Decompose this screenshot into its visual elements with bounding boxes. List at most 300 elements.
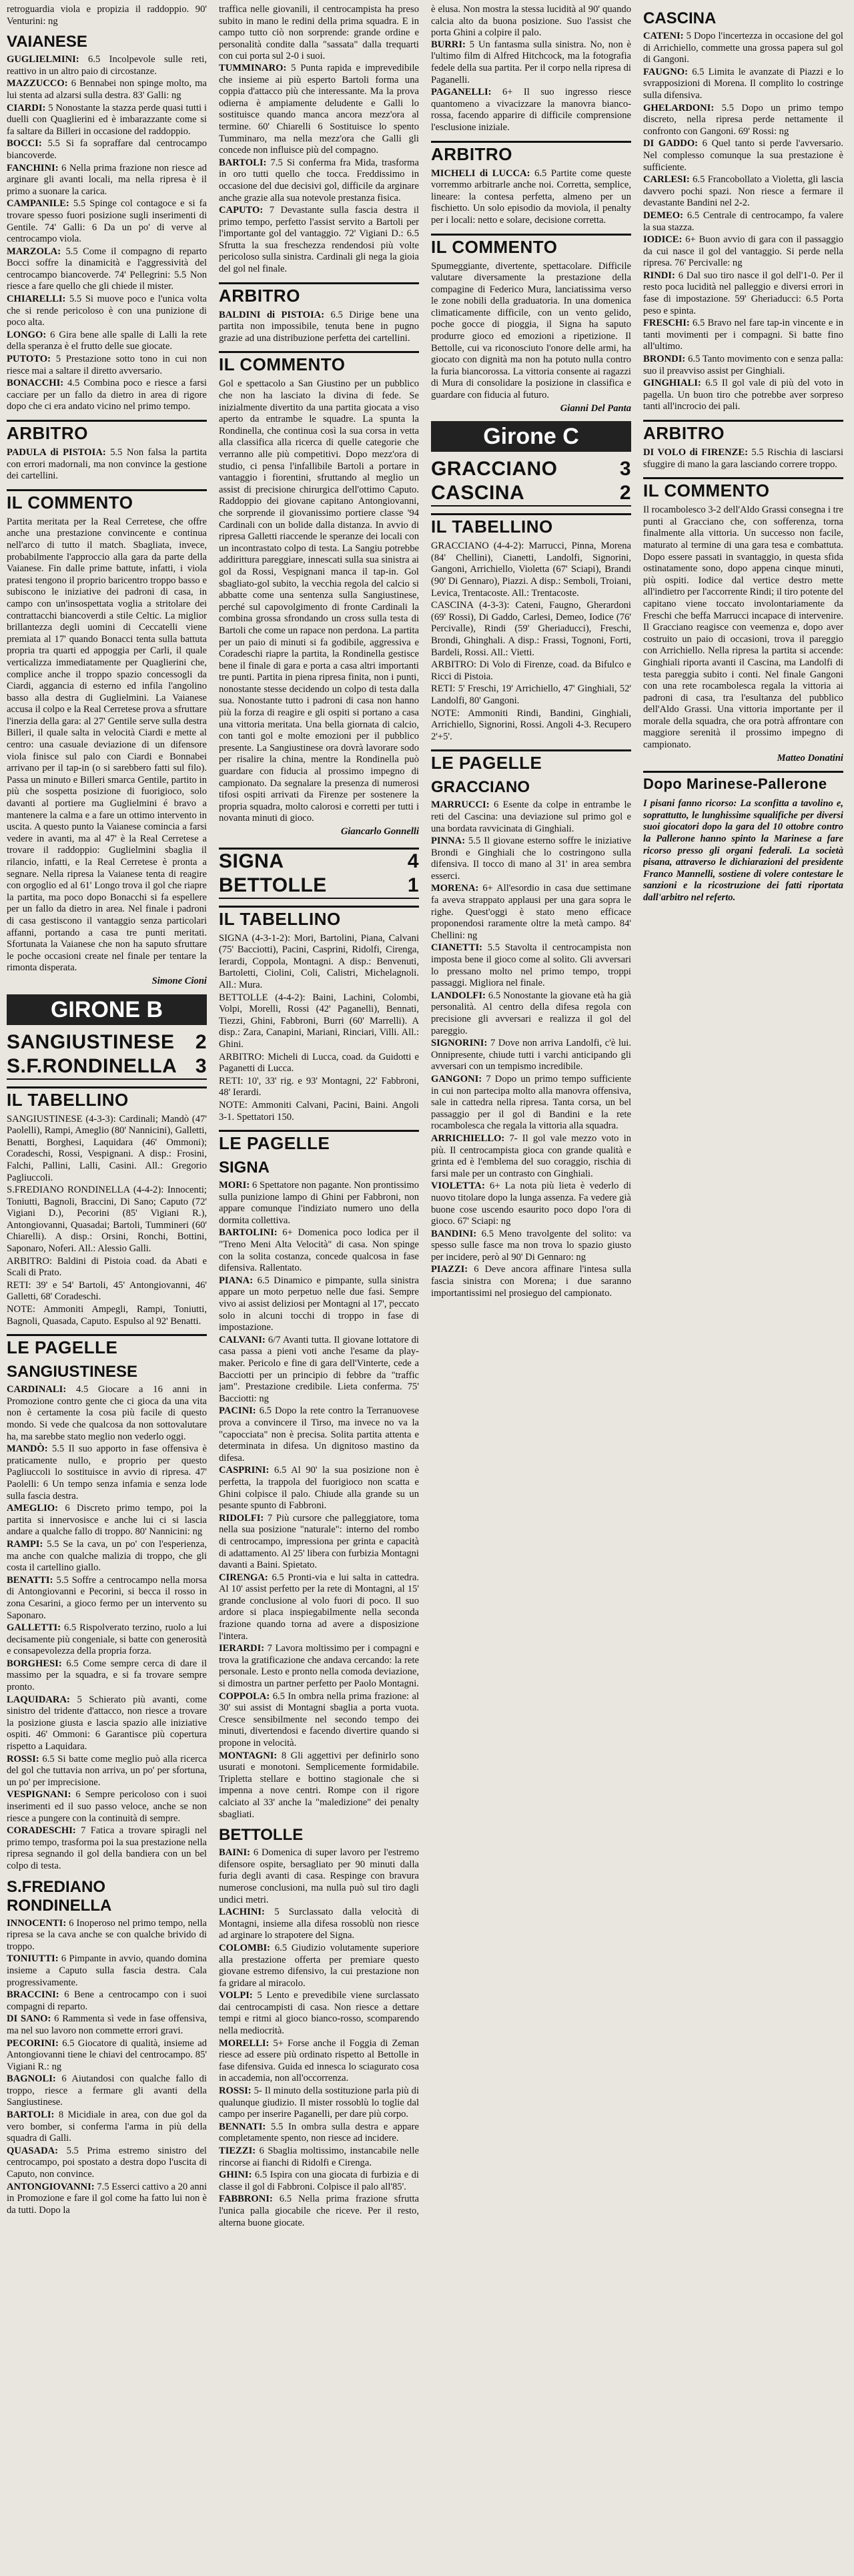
player-comment: 6.5 Incolpevole sulle reti, reattivo in un altro paio di circostanze. [7, 54, 207, 77]
girone-c-banner: Girone C [431, 421, 631, 452]
player-comment: 6 Sempre pericoloso con i suoi inserimenti ed il suo passo veloce, anche se non riesce a pungere con la continuità di sempre. [7, 1789, 207, 1824]
player-comment: 6 Deve ancora affinare l'intesa sulla fascia sinistra con Morena; i due saranno importantissimi nel prosieguo del campionato. [431, 1264, 631, 1299]
player-list-signa [219, 1180, 419, 1821]
player-name: BALDINI di PISTOIA: [219, 309, 325, 320]
player-name: BAINI: [219, 1847, 251, 1859]
player-rating [7, 1918, 207, 1953]
player-rating [643, 378, 843, 413]
player-rating [219, 205, 419, 276]
player-comment: 5.5 In ombra sulla destra e appare completamente spento, non riesce ad incidere. [219, 2121, 419, 2144]
intro-text: retroguardia viola e propizia il raddoppio. 90' Venturini: ng [7, 4, 207, 27]
player-name: CARLESI: [643, 174, 690, 186]
arbitro-list [643, 447, 843, 470]
tabellino-reti: RETI: 39' e 54' Bartoli, 45' Antongiovanni, 46' Galletti, 68' Coradeschi. [7, 1279, 207, 1303]
team-title-bettolle: BETTOLLE [219, 1826, 304, 1845]
player-rating [7, 2013, 207, 2037]
player-comment: 5 Lento e prevedibile viene surclassato dai centrocampisti di casa. Non riesce a dettare tempi e ritmi al gioco bianco-rosso, scomparendo nella mediocrità. [219, 1990, 419, 2037]
player-rating [431, 990, 631, 1037]
player-rating [219, 1227, 419, 1274]
player-list-rondinella-cont [219, 63, 419, 276]
player-rating [431, 1133, 631, 1180]
player-comment: 5.5 Il giovane esterno soffre le iniziative Brondi e Ginghiali che lo costringono sulla difensiva. Il tocco di mano al 31' in area sembra esserci. [431, 836, 631, 882]
player-list-bettolle-cont [431, 39, 631, 134]
player-comment: 6.5 Dirige bene una partita non impossibile, tenuta bene in pugno grazie ad una distribuzione perfetta dei cartellini. [219, 309, 419, 344]
score-away [7, 1054, 207, 1080]
player-name: CASPRINI: [219, 1465, 270, 1476]
team-title-gracciano: GRACCIANO [431, 778, 530, 797]
player-name: TUMMINARO: [219, 62, 287, 73]
player-name: PAGANELLI: [431, 87, 492, 98]
player-name: PACINI: [219, 1405, 256, 1417]
player-comment: 7- Il gol vale mezzo voto in più. Il centrocampista gioca con grande qualità e grinta ed è l'emblema del suo coraggio, rischia di farsi male per un contrasto con Ginghiali. [431, 1133, 631, 1179]
pagelle-heading: LE PAGELLE [219, 1130, 419, 1153]
player-comment: 6+ Il suo ingresso riesce quantomeno a vivacizzare la manovra bianco-rossa, facendo apparire di difficile comprensione l'esclusione iniziale. [431, 87, 631, 133]
player-comment: 7.5 Esserci cattivo a 20 anni in Promozione e fare il gol come ha fatto lui non è da tutti. Dopo la [7, 2181, 207, 2216]
player-list-rondinella [7, 1918, 207, 2217]
player-name: FAUGNO: [643, 66, 689, 77]
home-score: 3 [619, 458, 631, 480]
player-name: BARTOLINI: [219, 1227, 278, 1239]
player-rating [219, 1335, 419, 1405]
player-rating [431, 87, 631, 133]
player-name: FRESCHI: [643, 318, 690, 329]
player-name: COPPOLA: [219, 1690, 270, 1702]
player-name: DEMEO: [643, 210, 683, 221]
home-score: 2 [195, 1030, 207, 1053]
player-rating [7, 1754, 207, 1789]
player-comment: 5.5 Dopo un primo tempo discreto, nella ripresa perde nettamente il confronto con Gangoni. 69' Rossi: ng [643, 102, 843, 137]
player-comment: 5.5 Stavolta il centrocampista non imposta bene il gioco come al solito. Gli avversari lo pressano molto nel primo tempo, troppi passaggi. Migliora nel finale. [431, 942, 631, 989]
team-title-rondinella: S.FREDIANO RONDINELLA [7, 1877, 112, 1915]
player-comment: 7 Dove non arriva Landolfi, c'è lui. Onnipresente, chiude tutti i varchi anticipando gli avversari con un tempismo incredibile. [431, 1038, 631, 1072]
player-rating [219, 1275, 419, 1334]
pagelle-heading: LE PAGELLE [431, 749, 631, 773]
player-name: BONACCHI: [7, 378, 64, 389]
arbitro-list [7, 447, 207, 482]
player-rating [7, 2110, 207, 2145]
player-rating [7, 378, 207, 413]
team-title-sangiustinese: SANGIUSTINESE [7, 1363, 138, 1381]
away-team: BETTOLLE [219, 874, 327, 896]
player-name: MORELLI: [219, 2037, 270, 2049]
player-name: GALLETTI: [7, 1622, 61, 1634]
player-rating [7, 1622, 207, 1658]
player-comment: 6 Aiutandosi con qualche fallo di troppo, riesce a fermare gli avanti della Sangiustinese. [7, 2073, 207, 2108]
player-name: MAZZUCCO: [7, 78, 68, 89]
player-name: BORGHESI: [7, 1658, 62, 1669]
player-comment: 6.5 Rispolverato terzino, ruolo a lui decisamente più congeniale, si batte con generosità e consapevolezza della propria forza. [7, 1622, 207, 1657]
player-rating [219, 1513, 419, 1572]
arbitro-heading: ARBITRO [219, 282, 419, 306]
player-name: BARTOLI: [7, 2110, 55, 2121]
player-comment: 5.5 Soffre a centrocampo nella morsa di Antongiovanni e Pecorini, si becca il rosso in zona Cesarini, a gioco fermo per un intervento su Saponaro. [7, 1574, 207, 1621]
player-name: CIARDI: [7, 102, 46, 113]
player-comment: 6 Bennabei non spinge molto, ma lui stenta ad alzarsi sulla destra. 83' Galli: ng [7, 78, 207, 101]
player-comment: 8 Micidiale in area, con due gol da vero bomber, si conferma l'arma in più della squadra di Galli. [7, 2110, 207, 2144]
player-comment: 5.5 Il suo apporto in fase offensiva è praticamente nullo, e proprio per questo Pagliuccoli lo sostituisce in avvio di ripresa. 47' Paolelli: 6 Un tempo senza infamia e senza lode sulla fascia destra. [7, 1443, 207, 1502]
player-rating [7, 1658, 207, 1694]
tabellino-arbitro: ARBITRO: Micheli di Lucca, coad. da Guidotti e Paganetti di Lucca. [219, 1051, 419, 1074]
player-rating [7, 1575, 207, 1622]
player-comment: 6.5 Tanto movimento con e senza palla: suo il preavviso assist per Ginghiali. [643, 354, 843, 376]
player-rating [643, 210, 843, 234]
player-rating [431, 1181, 631, 1227]
player-list-cascina [643, 31, 843, 413]
player-comment: 5- Il minuto della sostituzione parla più di qualunque giudizio. Il mister rossoblù lo toglie dal campo per inserire Paganelli, per dare più corpo. [219, 2085, 419, 2120]
player-rating [7, 1503, 207, 1538]
player-name: BRACCINI: [7, 1989, 59, 2001]
continued-text: traffica nelle giovanili, il centrocampista ha preso subito in mano le redini della prima squadra. E in campo tutto ciò non sorprende: grande ordine e personalità condite dalla "sassata" dalla trequarti con cui porta sul 2-0 i suoi. [219, 4, 419, 62]
player-rating [219, 1907, 419, 1942]
player-list-vaianese [7, 54, 207, 413]
newspaper-page [7, 4, 847, 2567]
player-comment: 6+ Buon avvio di gara con il passaggio da cui nasce il gol del vantaggio. Si perde nella ripresa. 76' Percivalle: ng [643, 234, 843, 269]
player-name: VOLPI: [219, 1990, 253, 2001]
player-rating [219, 157, 419, 204]
tabellino-note: NOTE: Ammoniti Rindi, Bandini, Ginghiali, Arrichiello, Signorini, Rossi. Angoli 4-3. Recupero 2'+5'. [431, 707, 631, 742]
player-rating [643, 354, 843, 377]
player-rating [431, 836, 631, 882]
player-rating [643, 447, 843, 470]
tabellino-home: GRACCIANO (4-4-2): Marrucci, Pinna, Morena (84' Chellini), Cianetti, Landolfi, Signorini, Gangoni, Arrichiello, Violetta (67' Sciapi), Brandi (90' Di Gennaro), Piazzi. A disp.: Semboli, Troiani, Levica, Trentacoste. All.: Trentacoste. [431, 541, 631, 599]
player-rating [431, 1264, 631, 1299]
player-comment: 6 Dal suo tiro nasce il gol dell'1-0. Per il resto poca lucidità nel palleggio e diversi errori in fase di impostazione. 59' Gheriaducci: 6.5 Porta peso e spinta. [643, 270, 843, 316]
player-name: CAPUTO: [219, 205, 264, 216]
player-rating [7, 198, 207, 245]
commento-heading: IL COMMENTO [431, 234, 631, 257]
player-rating [643, 174, 843, 210]
player-comment: 6 Quel tanto si perde l'avversario. Nel complesso comunque la sua prestazione è sufficiente. [643, 138, 843, 173]
player-name: TONIUTTI: [7, 1953, 59, 1965]
player-name: ROSSI: [7, 1753, 39, 1764]
player-name: DI VOLO di FIRENZE: [643, 447, 748, 458]
player-comment: 6.5 Al 90' la sua posizione non è perfetta, la trappola del fuorigioco non scatta e Ghini colpisce il palo. Chiude alla grande su un pesante spunto di Fabbroni. [219, 1465, 419, 1512]
tabellino-heading: IL TABELLINO [431, 513, 631, 537]
player-name: PIANA: [219, 1275, 254, 1286]
player-name: FABBRONI: [219, 2194, 273, 2205]
score-away [219, 874, 419, 899]
player-name: LAQUIDARA: [7, 1694, 70, 1705]
player-rating [7, 330, 207, 353]
player-rating [219, 1943, 419, 1989]
tabellino-arbitro: ARBITRO: Di Volo di Firenze, coad. da Bifulco e Ricci di Pistoia. [431, 659, 631, 682]
player-rating [219, 2146, 419, 2169]
player-comment: 6 Spettatore non pagante. Non prontissimo sulla punizione lampo di Ghini per Fabbroni, non appare comunque l'indiziato numero uno della dormita collettiva. [219, 1180, 419, 1226]
player-comment: 5.5 Come il compagno di reparto Bocci soffre la dinamicità e l'aggressività del centrocampo biancoverde. 74' Pellegrini: 5.5 Non riesce a fare quello che gli chiede il mister. [7, 246, 207, 292]
player-name: PINNA: [431, 836, 466, 847]
column-1 [7, 4, 207, 2567]
player-rating [7, 294, 207, 329]
player-name: SIGNORINI: [431, 1038, 488, 1049]
player-comment: 6.5 Nonostante la giovane età ha già personalità. Al centro della difesa regola con precisione gli avversari e realizza il gol del pareggio. [431, 990, 631, 1036]
signature: Giancarlo Gonnelli [340, 826, 419, 837]
player-name: GHELARDONI: [643, 102, 715, 113]
column-3 [431, 4, 631, 2567]
player-name: CIANETTI: [431, 942, 483, 954]
arbitro-heading: ARBITRO [7, 420, 207, 443]
player-comment: 6 Sbaglia moltissimo, instancabile nelle rincorse ai fianchi di Ridolfi e Cirenga. [219, 2146, 419, 2168]
player-rating [219, 1643, 419, 1690]
player-rating [219, 2038, 419, 2085]
player-rating [431, 39, 631, 86]
player-name: IODICE: [643, 234, 683, 246]
player-comment: 5.5 Prima estremo sinistro del centrocampo, poi spostato a destra dopo l'uscita di Caputo, non convince. [7, 2145, 207, 2180]
arbitro-list [431, 168, 631, 227]
home-score: 4 [407, 850, 419, 872]
player-rating [431, 1229, 631, 1264]
player-rating [7, 163, 207, 198]
commento-text: Il rocambolesco 3-2 dell'Aldo Grassi consegna i tre punti al Gracciano che, con sofferenza, torna finalmente alla vittoria. Un successo non facile, maturato al termine di una gara tesa e combattuta. Dopo essere passati in svantaggio, in questa sfida ostinatamente sono, dopo appena cinque minuti, più ospiti. Iodice dal vertice destro mette all'indietro per l'accorrente Rindi; il tiro potente del capitano viene toccato involontariamente da Freschi che beffa Marrucci incapace di intervenire. Il Gracciano reagisce con veemenza e, dopo aver costruito un paio di occasioni, trova il pareggio con Arrichiello. Nella ripresa la partita si accende: Ginghiali riporta avanti il Cascina, ma Landolfi di testa pareggia subito i conti. Nel finale Gangoni con una rete rocambolesca regala la vittoria ai padroni di casa, tra l'esultanza del pubblico dell'Aldo Grassi. Una vittoria importante per il morale della squadra, che ora potrà affrontare con maggiore serenità il prossimo impegno di campionato. [643, 505, 843, 751]
player-name: MARZOLA: [7, 246, 61, 257]
tabellino-heading: IL TABELLINO [219, 906, 419, 929]
player-name: LANDOLFI: [431, 990, 486, 1001]
player-comment: 6.5 Ispira con una giocata di furbizia e di classe il gol di Fabbroni. Colpisce il palo all'85'. [219, 2170, 419, 2192]
player-comment: 5 Punta rapida e imprevedibile che insieme ai più esperto Bartoli forma una coppia d'attacco più che interessante. Ma la prova odierna è ampiamente deludente e Galli lo sostituisce quando manca ancora mezz'ora al termine. 60' Chiarelli 6 Sostituisce lo spento Tumminaro, ma nella mezz'ora che Galli gli concede non influisce più del compagno. [219, 62, 419, 156]
player-name: CHIARELLI: [7, 294, 66, 305]
player-name: RAMPI: [7, 1538, 43, 1550]
player-name: CATENI: [643, 31, 684, 41]
player-name: CIRENGA: [219, 1572, 268, 1583]
player-rating [219, 1180, 419, 1227]
score-away [431, 481, 631, 507]
player-rating [219, 310, 419, 345]
tabellino-home: SANGIUSTINESE (4-3-3): Cardinali; Mandò (47' Paolelli), Rampi, Ameglio (80' Nannicini), Galletti, Benatti, Borghesi, Laquidara (46' Ommoni); Coradeschi, Rossi, Vespignani. A disp.: Frosini, Falchi, Pallini, Lalli, Casini. All.: Gregorio Pagliuccoli. [7, 1113, 207, 1183]
player-comment: 6 Bene a centrocampo con i suoi compagni di reparto. [7, 1989, 207, 2012]
tabellino-home: SIGNA (4-3-1-2): Mori, Bartolini, Piana, Calvani (75' Bacciotti), Pacini, Casprini, Ridolfi, Cirenga, Ierardi, Coppola, Montagni. A disp.: Benvenuti, Bartoletti, Ciolini, Coli, Calistri, Michelagnoli. All.: Mura. [219, 932, 419, 990]
player-rating [219, 1750, 419, 1821]
away-score: 1 [407, 874, 419, 896]
tabellino-note: NOTE: Ammoniti Calvani, Pacini, Baini. Angoli 3-1. Spettatori 150. [219, 1099, 419, 1122]
player-name: DI SANO: [7, 2013, 51, 2025]
player-name: PADULA di PISTOIA: [7, 447, 106, 458]
player-comment: 5 Schierato più avanti, come sinistro del tridente d'attacco, non riesce a trovare la posizione giusta e lascia spazio alle iniziative ospiti. 46' Ommoni: 6 Garantisce più copertura rispetto a Laquidara. [7, 1694, 207, 1752]
player-comment: 6+ All'esordio in casa due settimane fa aveva strappato applausi per una gara sopra le righe. Quest'oggi è stato meno efficace proponendosi raramente oltre la metà campo. 84' Chellini: ng [431, 883, 631, 941]
tabellino-away: S.FREDIANO RONDINELLA (4-4-2): Innocenti; Toniutti, Bagnoli, Braccini, Di Sano; Caputo (72' Vigiani D.), Pecorini (85' Vigiani R.), Antongiovanni, Quasadai; Bartoli, Tummineri (60' Chiarelli). A disp.: Orsini, Ronchi, Bottini, Saponaro, Noferi. All.: Alessio Galli. [7, 1185, 207, 1255]
player-name: BOCCI: [7, 138, 42, 149]
player-comment: 6+ La nota più lieta è vederlo di nuovo titolare dopo la lunga assenza. Fa vedere già buone cose uscendo esaurito poco dopo l'ora di gioco. 67' Sciapi: ng [431, 1181, 631, 1227]
player-comment: 5+ Forse anche il Foggia di Zeman riesce ad essere più ordinato rispetto al Bettolle in fase difensiva. Guida ed innesca lo sciagurato cosa in accademia, non all'occorrenza. [219, 2037, 419, 2084]
away-team: S.F.RONDINELLA [7, 1054, 177, 1077]
player-rating [7, 1384, 207, 1443]
player-comment: 5.5 Se la cava, un po' con l'esperienza, ma anche con qualche malizia di troppo, che gli costa il cartellino giallo. [7, 1538, 207, 1574]
arbitro-heading: ARBITRO [431, 141, 631, 164]
player-name: LONGO: [7, 329, 47, 340]
player-comment: 6 Pimpante in avvio, quando domina insieme a Caputo sulla fascia destra. Cala progressivamente. [7, 1953, 207, 1988]
player-name: CALVANI: [219, 1334, 266, 1345]
player-comment: 7 Devastante sulla fascia destra il primo tempo, perfetto l'assist servito a Bartoli per l'importante gol del vantaggio. 72' Vigiani D.: 6.5 Sfrutta la sua freschezza rendendosi più volte pericoloso sulla sinistra. Cardinali gli nega la gioia del gol nel finale. [219, 205, 419, 275]
player-comment: 6.5 Si batte come meglio può alla ricerca del gol che tuttavia non arriva, un po' per sfortuna, un po' per imprecisione. [7, 1753, 207, 1788]
player-name: RINDI: [643, 270, 675, 281]
commento-heading: IL COMMENTO [7, 489, 207, 513]
player-comment: 5.5 Si muove poco e l'unica volta che si rende pericoloso è con una punizione di poco alta. [7, 294, 207, 328]
player-name: VESPIGNANI: [7, 1789, 71, 1801]
player-comment: 5 Nonostante la stazza perde quasi tutti i duelli con Quaglierini ed è imbarazzante come si fa saltare da Billeri in occasione del raddoppio. [7, 102, 207, 137]
player-rating [219, 1990, 419, 2037]
player-rating [7, 447, 207, 482]
player-name: GHINI: [219, 2170, 252, 2181]
home-team: SIGNA [219, 850, 284, 872]
player-name: MORI: [219, 1180, 250, 1191]
player-comment: 7 Fatica a trovare spiragli nel primo tempo, trasforma poi la sua prestazione nella ripresa segnando il gol della bandiera con un bel colpo di testa. [7, 1825, 207, 1871]
player-name: COLOMBI: [219, 1942, 271, 1953]
player-name: IERARDI: [219, 1643, 265, 1654]
player-name: AMEGLIO: [7, 1503, 59, 1514]
player-rating [7, 2182, 207, 2217]
player-comment: 6.5 Giudizio volutamente superiore alla prestazione offerta per premiare questo giovane estremo difensivo, la cui prestazione non fa gridare al miracolo. [219, 1942, 419, 1989]
commento-heading: IL COMMENTO [643, 477, 843, 501]
player-comment: 6.5 In ombra nella prima frazione: al 30' sui assist di Montagni sbaglia a porta vuota. Cresce sensibilmente nel secondo tempo dei minuti, divertendosi e facendo divertire quando si propone in velocità. [219, 1690, 419, 1748]
player-rating [219, 2122, 419, 2145]
player-rating [7, 2038, 207, 2073]
player-comment: 5.5 Rischia di lasciarsi sfuggire di mano la gara lasciando correre troppo. [643, 447, 843, 470]
player-name: BURRI: [431, 39, 466, 50]
player-name: CORADESCHI: [7, 1825, 76, 1837]
player-rating [7, 138, 207, 162]
player-rating [7, 2073, 207, 2109]
team-title-cascina: CASCINA [643, 9, 717, 27]
column-2 [219, 4, 419, 2567]
player-comment: 7 Dopo un primo tempo sufficiente in cui non partecipa molto alla manovra offensiva, sale in cattedra nella ripresa. Tanta corsa, un bel passaggio per il gol di Bandini e la rete rocambolesca che regala la vittoria alla squadra. [431, 1073, 631, 1132]
player-rating [7, 1443, 207, 1502]
player-name: MONTAGNI: [219, 1750, 278, 1761]
player-name: ROSSI: [219, 2085, 252, 2097]
player-rating [219, 63, 419, 157]
team-title-signa: SIGNA [219, 1159, 270, 1177]
player-comment: 6/7 Avanti tutta. Il giovane lottatore di casa passa a pieni voti anche l'esame da play-maker. Pericolo e fine di gara dell'Vinterte, cede a Bacciotti per un principio di febbre da "traffic jam". Prestazione credibile. Lieta conferma. 75' Bacciotti: ng [219, 1334, 419, 1404]
player-rating [7, 1539, 207, 1574]
player-comment: 6.5 Meno travolgente del solito: va spesso sulle fasce ma non trova lo spazio giusto per incidere, però al 90' Di Gennaro: ng [431, 1228, 631, 1263]
player-comment: 5.5 Non falsa la partita con errori madornali, ma non convince la gestione dei cartellini. [7, 447, 207, 482]
player-name: ANTONGIOVANNI: [7, 2181, 95, 2192]
tabellino-reti: RETI: 5' Freschi, 19' Arrichiello, 47' Ginghiali, 52' Landolfi, 80' Gangoni. [431, 683, 631, 706]
player-comment: 6 Rammenta sì vede in fase offensiva, ma nel suo lavoro non commette errori gravi. [7, 2013, 207, 2036]
player-list-sangiustinese [7, 1384, 207, 1872]
player-rating [219, 1691, 419, 1750]
tabellino-note: NOTE: Ammoniti Ampegli, Rampi, Toniutti, Bagnoli, Quasada, Caputo. Espulso al 92' Benatti. [7, 1304, 207, 1327]
home-team: GRACCIANO [431, 458, 558, 480]
player-rating [219, 2170, 419, 2193]
commento-text: Partita meritata per la Real Cerretese, che offre anche una prestazione convincente e continua nell'arco di tutto il match. Sbagliata, invece, probabilmente l'approccio alla gara da parte della Vaianese. Fin dalle prime battute, infatti, i viola pratesi tengono il proprio baricentro troppo basso e subiscono le iniziative dei padroni di casa, in campo con un'insospettata voglia a stritolare dei contrattacchi biancoverdi a stile Celtic. La miglior brillantezza degli uomini di Ceccatelli viene premiata al 17' quando Bonacci tenta sulla battuta propria tra quarti ed appoggia per Carli, il quale verticalizza immediatamente per Quaglierini che, complice anche il troppo spazio concessogli da Ciardi, aggancia di esterno ed infila l'angolino basso alla destra di Guglielmini. La Vaianese accusa il colpo e la Real Cerretese prova a sfruttare l'inerzia della gara: al 27' Gentile serve sulla destra Billeri, il quale salta in velocità Ciardi e mette al centro: una casuale deviazione di un difensore viola finisce sul palo con Ciardi e Bonnabei arrivano per il tap-in (o si sarebbero fatti sul filo). Passa un minuto e Billeri smarca Gentile, partito in più che sospetta posizione di fuorigioco, solo davanti al portiere ma Guglielmini é bravo a mantenere la calma e a fare un ottimo intervento in uscita. A questo punto la Vaianese comincia a farsi vedere in avanti, ma al 47' è la Real Cerretese a trovare il raddoppio: Guglielmini sbaglia il rilancio, infatti, e la Real Cerretese è pronta a segnare. Nella ripresa la Vaianese tenta di reagire con orgoglio ed al 61' Longo trova il gol che riapre la partita, ma poco dopo Bonacchi si fa espellere per un fallo da dietro in area. Nel finale i padroni di casa gestiscono il vantaggio senza particolari affanni, portando a casa tre punti meritati. Sfortunata la Vaianese che non ha saputo sfruttare le poche occasioni create nel finale per tentare la rimonta disperata. [7, 516, 207, 974]
away-score: 2 [619, 482, 631, 505]
player-comment: 6.5 Nella prima frazione sfrutta l'unica palla giocabile che riceve. Per il resto, alterna buone giocate. [219, 2194, 419, 2228]
player-comment: 6 Nella prima frazione non riesce ad arginare gli avanti locali, ma nella ripresa è il primo a suonare la carica. [7, 162, 207, 197]
player-rating [219, 2085, 419, 2121]
player-rating [643, 31, 843, 66]
player-rating [219, 2194, 419, 2229]
player-rating [7, 2146, 207, 2181]
team-title-vaianese: VAIANESE [7, 33, 87, 51]
player-name: CARDINALI: [7, 1384, 67, 1395]
score-home [7, 1030, 207, 1054]
player-name: BAGNOLI: [7, 2073, 56, 2085]
player-name: BENNATI: [219, 2121, 266, 2132]
player-rating [7, 1789, 207, 1825]
extra-text: I pisani fanno ricorso: La sconfitta a tavolino e, soprattutto, le lunghissime squalifiche per diversi suoi giocatori dopo la gara del 10 ottobre contro la Pallerone hanno spinto la Marinese a fare ricorso presso gli organi federali. La società pisana, attraverso le dichiarazioni del presidente Franco Mannelli, sostiene di volere contestare le sanzioni e la ricostruzione dei fatti riportata dall'arbitro nel referto. [643, 798, 843, 903]
player-comment: 7 Più cursore che palleggiatore, toma nella sua posizione "naturale": interno del rombo di centrocampo, impressiona per grinta e capacità di adattamento. Al 25' libera con furbizia Montagni davanti a Baini. Spietato. [219, 1512, 419, 1571]
player-rating [7, 1825, 207, 1872]
player-name: MICHELI di LUCCA: [431, 168, 530, 179]
player-name: FANCHINI: [7, 162, 59, 174]
home-team: SANGIUSTINESE [7, 1030, 175, 1053]
player-comment: 6.5 Limita le avanzate di Piazzi e lo svrapposizioni di Morena. Il complito lo costringe sulla difensiva. [643, 66, 843, 101]
player-comment: 6.5 Partite come queste vorremmo arbitrarle anche noi. Corretta, semplice, lineare: la contesa perfetta, almeno per un fischietto. Un solo episodio da moviola, il penalty per i locali: netto e solare, decisione corretta. [431, 168, 631, 226]
player-name: QUASADA: [7, 2145, 59, 2156]
player-name: INNOCENTI: [7, 1917, 67, 1929]
player-rating [7, 103, 207, 138]
player-comment: 6 Discreto primo tempo, poi la partita si innervosisce e anche lui ci si lascia andare a qualche fallo di troppo. 80' Nannicini: ng [7, 1503, 207, 1538]
player-rating [643, 318, 843, 353]
player-comment: 6.5 Centrale di centrocampo, fa valere la sua stazza. [643, 210, 843, 233]
player-comment: 7 Lavora moltissimo per i compagni e trova la gratificazione che andava cercando: la rete personale. Lesto e pronto nella comoda deviazione, si dimostra un partner perfetto per Paolo Montagni. [219, 1643, 419, 1690]
arbitro-heading: ARBITRO [643, 420, 843, 443]
player-comment: 5 Un fantasma sulla sinistra. No, non è l'ultimo film di Alfred Hitchcock, ma la fotografia fedele della sua partita. Per il corpo nella ripresa di Paganelli. [431, 39, 631, 85]
player-rating [643, 138, 843, 174]
player-comment: 6.5 Come sempre cerca di dare il massimo per la squadra, e si fa trovare sempre pronto. [7, 1658, 207, 1693]
player-name: BRONDI: [643, 354, 686, 365]
tabellino-heading: IL TABELLINO [7, 1086, 207, 1110]
player-name: BENATTI: [7, 1574, 53, 1586]
player-name: PUTOTO: [7, 354, 51, 365]
player-comment: 6.5 Giocatore di qualità, insieme ad Antongiovanni tiene le chiavi del centrocampo. 85' Vigiani R.: ng [7, 2037, 207, 2072]
player-comment: 6+ Domenica poco lodica per il "Treno Meni Alta Velocità" di casa. Non spinge con la solita costanza, concede qualcosa in fase difensiva. Rallentato. [219, 1227, 419, 1274]
player-name: GUGLIELMINI: [7, 54, 79, 65]
player-rating [643, 67, 843, 102]
player-rating [7, 1989, 207, 2013]
away-team: CASCINA [431, 482, 525, 505]
pagelle-heading: LE PAGELLE [7, 1334, 207, 1357]
player-list-gracciano [431, 799, 631, 1299]
player-rating [7, 354, 207, 377]
player-rating [219, 1405, 419, 1464]
player-rating [219, 1572, 419, 1643]
commento-text: Spumeggiante, divertente, spettacolare. Difficile valutare diversamente la prestazione della compagine di Federico Mura, lanciatissima verso le zone nobili della graduatoria. In una domenica climaticamente difficile, con un vento gelido, poche gocce di pioggia, il Signa ha saputo produrre gioco ed emozioni a ripetizione. Il Bettolle, cui va riconosciuto l'onore delle armi, ha giocato con dignità ma non ha potuto nulla contro la furia biancorossa. La vittoria consente ai ragazzi di Mura di consolidare la posizione in classifica e guardare con fiducia al futuro. [431, 260, 631, 401]
player-comment: 8 Gli aggettivi per definirlo sono usurati e monotoni. Semplicemente formidabile. Tripletta stellare e bottino stagionale che si impenna a nove centri. Rompe con il rigore calciato al 33' anche la "maledizione" dei penalty sbagliati. [219, 1750, 419, 1820]
score-home [431, 457, 631, 481]
player-name: LACHINI: [219, 1907, 265, 1918]
player-comment: 5 Dopo l'incertezza in occasione del gol di Arrichiello, commette una grossa papera sul gol di Gangoni. [643, 31, 843, 65]
player-comment: 7.5 Si conferma fra Mida, trasforma in oro tutti quello che tocca. Freddissimo in occasione del due decisivi gol, difficile da arginare anche grazie alla sua notevole prestanza fisica. [219, 157, 419, 204]
player-name: BANDINI: [431, 1228, 477, 1239]
signature: Matteo Donatini [777, 752, 843, 763]
signature: Simone Cioni [151, 975, 207, 986]
player-rating [7, 54, 207, 77]
tabellino-arbitro: ARBITRO: Baldini di Pistoia coad. da Abati e Scali di Prato. [7, 1255, 207, 1279]
player-name: GANGONI: [431, 1073, 482, 1084]
player-comment: 6.5 Francobollato a Violetta, gli lascia davvero pochi spazi. Non riesce a fermare il devastante Bandini nel 2-2. [643, 174, 843, 209]
player-comment: 6.5 Dopo la rete contro la Terranuovese prova a convincere il Tirso, ma invece no va la "capocciata" non è precisa. Solita partita attenta e determinata in difesa. Un dignitoso mastino da difesa. [219, 1405, 419, 1464]
player-rating [431, 1038, 631, 1073]
player-name: DI GADDO: [643, 138, 699, 149]
player-name: GINGHIALI: [643, 378, 701, 389]
player-comment: 6 Inoperoso nel primo tempo, nella ripresa se la cava anche se con qualche brivido di troppo. [7, 1917, 207, 1952]
column-4 [643, 4, 843, 2567]
player-comment: 5 Prestazione sotto tono in cui non riesce mai a saltare il diretto avversario. [7, 354, 207, 376]
player-comment: 6 Esente da colpe in entrambe le reti del Cascina: una deviazione sul primo gol e una bordata ravvicinata di Ginghiali. [431, 799, 631, 834]
player-rating [431, 168, 631, 227]
player-rating [643, 234, 843, 270]
player-comment: 6.5 Pronti-via e lui salta in cattedra. Al 10' assist perfetto per la rete di Montagni, al 15' grande conclusione al volo fuori di poco. Il suo ardore si placa inspiegabilmente nella seconda frazione quando torna ad avere a disposizione l'intera. [219, 1572, 419, 1642]
player-rating [431, 883, 631, 942]
player-comment: 4.5 Combina poco e riesce a farsi cacciare per un fallo da dietro in area di rigore dopo che ci era andato vicino nel primo tempo. [7, 378, 207, 412]
player-name: MORENA: [431, 883, 479, 894]
player-name: MARRUCCI: [431, 799, 490, 811]
arbitro-list [219, 310, 419, 345]
player-name: CAMPANILE: [7, 198, 69, 210]
player-rating [7, 1694, 207, 1753]
player-comment: 6.5 Dinamico e pimpante, sulla sinistra appare un moto perpetuo nelle due fasi. Sempre vivo ai assist deliziosi per Montagni al 17', peccato solo in alcuni tocchi di troppo in fase di impostazione. [219, 1275, 419, 1333]
player-rating [7, 1953, 207, 1989]
player-rating [643, 103, 843, 138]
